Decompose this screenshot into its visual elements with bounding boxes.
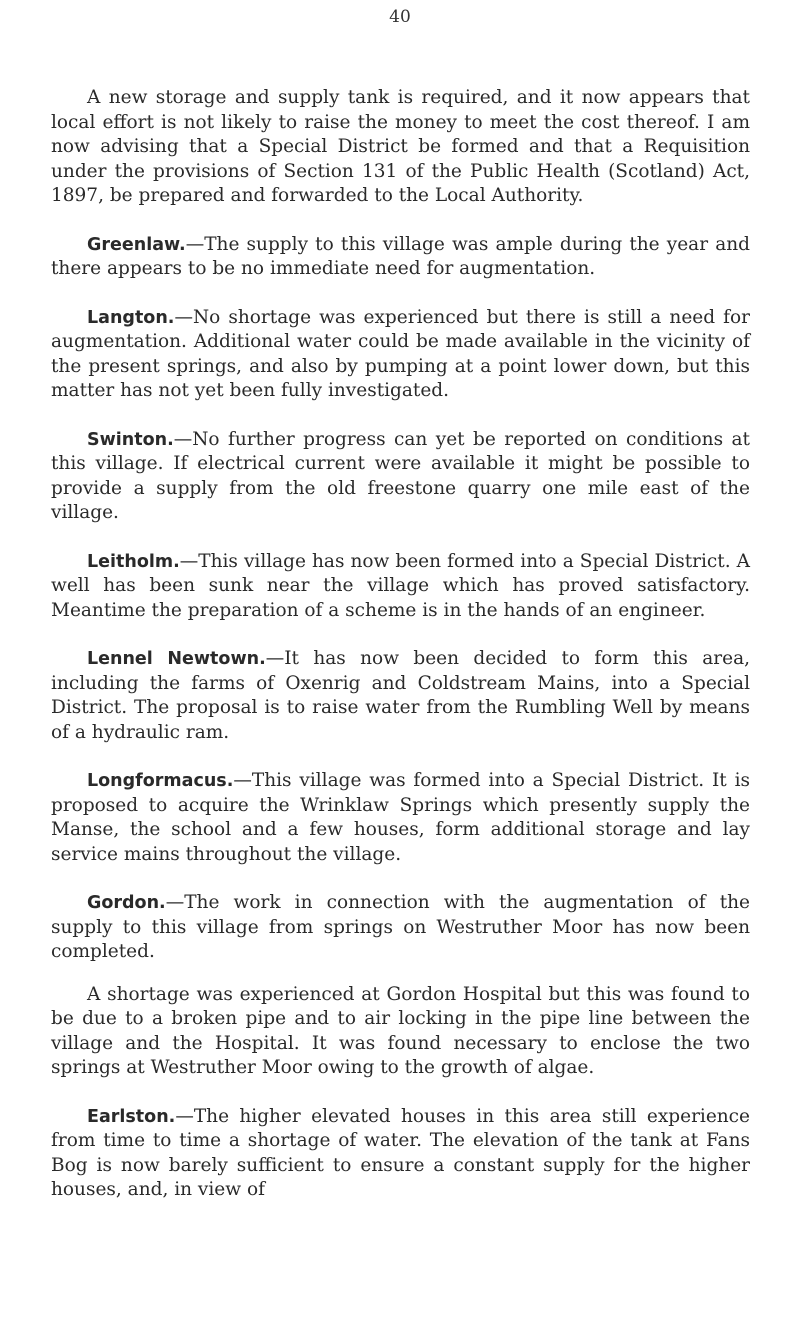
paragraph-text: —It has now been decided to form this area, including the farms of Oxenrig and Coldstream Mains, into a Special District. The proposal is to raise water from the Rumbling Well by means of a hydraulic ram. bbox=[51, 648, 750, 743]
paragraph-lennel-newtown bbox=[51, 647, 750, 745]
paragraph-heading: Gordon. bbox=[87, 893, 166, 913]
paragraph-text: —No shortage was experienced but there is still a need for augmentation. Additional water could be made available in the vicinity of the present springs, and also by pumping at a point lower down, but this matter has not yet been fully investigated. bbox=[51, 306, 750, 401]
paragraph-heading: Langton. bbox=[87, 307, 175, 328]
paragraph-text: A new storage and supply tank is required, and it now appears that local effort is not likely to raise the money to meet the cost thereof. I am now advising that a Special District be formed and that a Requisition under the provisions of Section 131 of the Public Health (Scotland) Act, 1897, be prepared and forwarded to the Local Authority. bbox=[51, 87, 750, 206]
paragraph-heading: Earlston. bbox=[87, 1106, 176, 1127]
paragraph-greenlaw bbox=[51, 233, 750, 282]
paragraph-text: —This village was formed into a Special District. It is proposed to acquire the Wrinklaw Springs which presently supply the Manse, the school and a few houses, form additional storage and lay service mains throughout the village. bbox=[51, 770, 750, 865]
document-body bbox=[51, 86, 750, 1227]
paragraph-text: —The work in connection with the augmentation of the supply to this village from springs on Westruther Moor has now been completed. bbox=[51, 892, 750, 962]
paragraph-heading: Greenlaw. bbox=[87, 234, 186, 255]
paragraph-gordon-hospital bbox=[51, 983, 750, 1081]
paragraph-longformacus bbox=[51, 769, 750, 867]
paragraph-heading: Swinton. bbox=[87, 429, 174, 450]
paragraph-text: —The supply to this village was ample during the year and there appears to be no immediate need for augmentation. bbox=[51, 233, 750, 279]
paragraph-text: A shortage was experienced at Gordon Hospital but this was found to be due to a broken pipe and to air locking in the pipe line between the village and the Hospital. It was found necessary to enclose the two springs at Westruther Moor owing to the growth of algae. bbox=[51, 983, 750, 1078]
paragraph-leitholm bbox=[51, 550, 750, 624]
paragraph-heading: Longformacus. bbox=[87, 771, 234, 791]
paragraph-text: —This village has now been formed into a Special District. A well has been sunk near the village which has proved satisfactory. Meantime the preparation of a scheme is in the hands of an engineer. bbox=[51, 550, 750, 621]
page-number: 40 bbox=[389, 7, 411, 27]
paragraph-text: —No further progress can yet be reported on conditions at this village. If electrical current were available it might be possible to provide a supply from the old freestone quarry one mile east of the village. bbox=[51, 428, 750, 523]
paragraph-heading: Leitholm. bbox=[87, 551, 180, 572]
paragraph-text: —The higher elevated houses in this area still experience from time to time a shortage of water. The elevation of the tank at Fans Bog is now barely sufficient to ensure a constant supply for the higher houses, and, in view of bbox=[51, 1105, 750, 1200]
paragraph-langton bbox=[51, 306, 750, 404]
paragraph-gordon bbox=[51, 891, 750, 965]
paragraph-storage-tank bbox=[51, 86, 750, 209]
paragraph-heading: Lennel Newtown. bbox=[87, 649, 266, 669]
paragraph-earlston bbox=[51, 1105, 750, 1203]
paragraph-swinton bbox=[51, 428, 750, 526]
